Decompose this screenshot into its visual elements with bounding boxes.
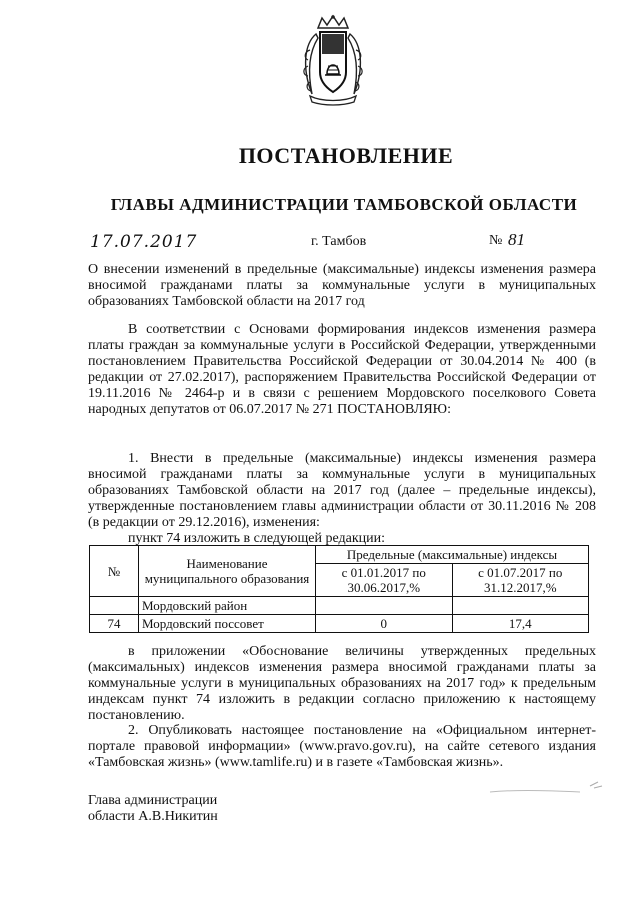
table-row xyxy=(90,597,589,615)
table-header-number: № xyxy=(90,546,139,597)
decree-number-label: № xyxy=(489,233,503,248)
table-header-period-2: с 01.07.2017 по 31.12.2017,% xyxy=(452,564,589,597)
indices-table xyxy=(89,545,589,633)
table-cell-value-1: 0 xyxy=(316,615,453,633)
table-row xyxy=(90,615,589,633)
table-cell xyxy=(316,597,453,615)
decree-subject: О внесении изменений в предельные (максимальные) индексы изменения размера вносимой гражданами платы за коммунальные услуги в муниципальных образованиях Тамбовской области на 2017 год xyxy=(88,262,596,309)
decree-number: 81 xyxy=(508,230,525,249)
table-cell-number: 74 xyxy=(90,615,139,633)
signature-mark xyxy=(470,780,610,810)
table-cell-name: Мордовский поссовет xyxy=(139,615,316,633)
table-cell-district: Мордовский район xyxy=(139,597,316,615)
decree-appendix-change: в приложении «Обоснование величины утвержденных предельных (максимальных) индексов изменения размера вносимой гражданами платы за коммунальные услуги в муниципальных образованиях на 2017 год» к предельным индексам пункт 74 изложить в редакции согласно приложению к настоящему постановлению. xyxy=(88,644,596,723)
signatory-title: Глава администрации xyxy=(88,793,218,808)
decree-item-2: 2. Опубликовать настоящее постановление на «Официальном интернет-портале правовой информации» (www.pravo.gov.ru), на сайте сетевого издания «Тамбовская жизнь» (www.tamlife.ru) и в газете «Тамбовская жизнь». xyxy=(88,723,596,770)
decree-item-1: 1. Внести в предельные (максимальные) индексы изменения размера вносимой гражданами платы за коммунальные услуги в муниципальных образованиях Тамбовской области на 2017 год (далее – предельные индексы), утвержденные постановлением главы администрации области от 30.11.2016 № 208 (в редакции от 29.12.2016), изменения: xyxy=(88,451,596,530)
coat-of-arms-emblem xyxy=(296,14,370,106)
table-cell xyxy=(452,597,589,615)
decree-date: 17.07.2017 xyxy=(90,232,198,252)
table-cell xyxy=(90,597,139,615)
decree-preamble: В соответствии с Основами формирования индексов изменения размера платы граждан за коммунальные услуги в Российской Федерации, утвержденными постановлением Правительства Российской Федерации от 30.04.2014 № 400 (в редакции от 27.02.2017), распоряжением Правительства Российской Федерации от 19.11.2016 № 2464-р и в связи с решением Мордовского поселкового Совета народных депутатов от 06.07.2017 № 271 ПОСТАНОВЛЯЮ: xyxy=(88,322,596,417)
document-subtitle: ГЛАВЫ АДМИНИСТРАЦИИ ТАМБОВСКОЙ ОБЛАСТИ xyxy=(110,195,578,214)
signatory-name: области А.В.Никитин xyxy=(88,809,218,824)
table-header-period-1: с 01.01.2017 по 30.06.2017,% xyxy=(316,564,453,597)
decree-city: г. Тамбов xyxy=(311,234,367,249)
document-title: ПОСТАНОВЛЕНИЕ xyxy=(238,143,454,168)
table-cell-value-2: 17,4 xyxy=(452,615,589,633)
table-header-indices: Предельные (максимальные) индексы xyxy=(316,546,589,564)
table-header-name: Наименование муниципального образования xyxy=(139,546,316,597)
item-74-intro: пункт 74 изложить в следующей редакции: xyxy=(128,531,385,546)
